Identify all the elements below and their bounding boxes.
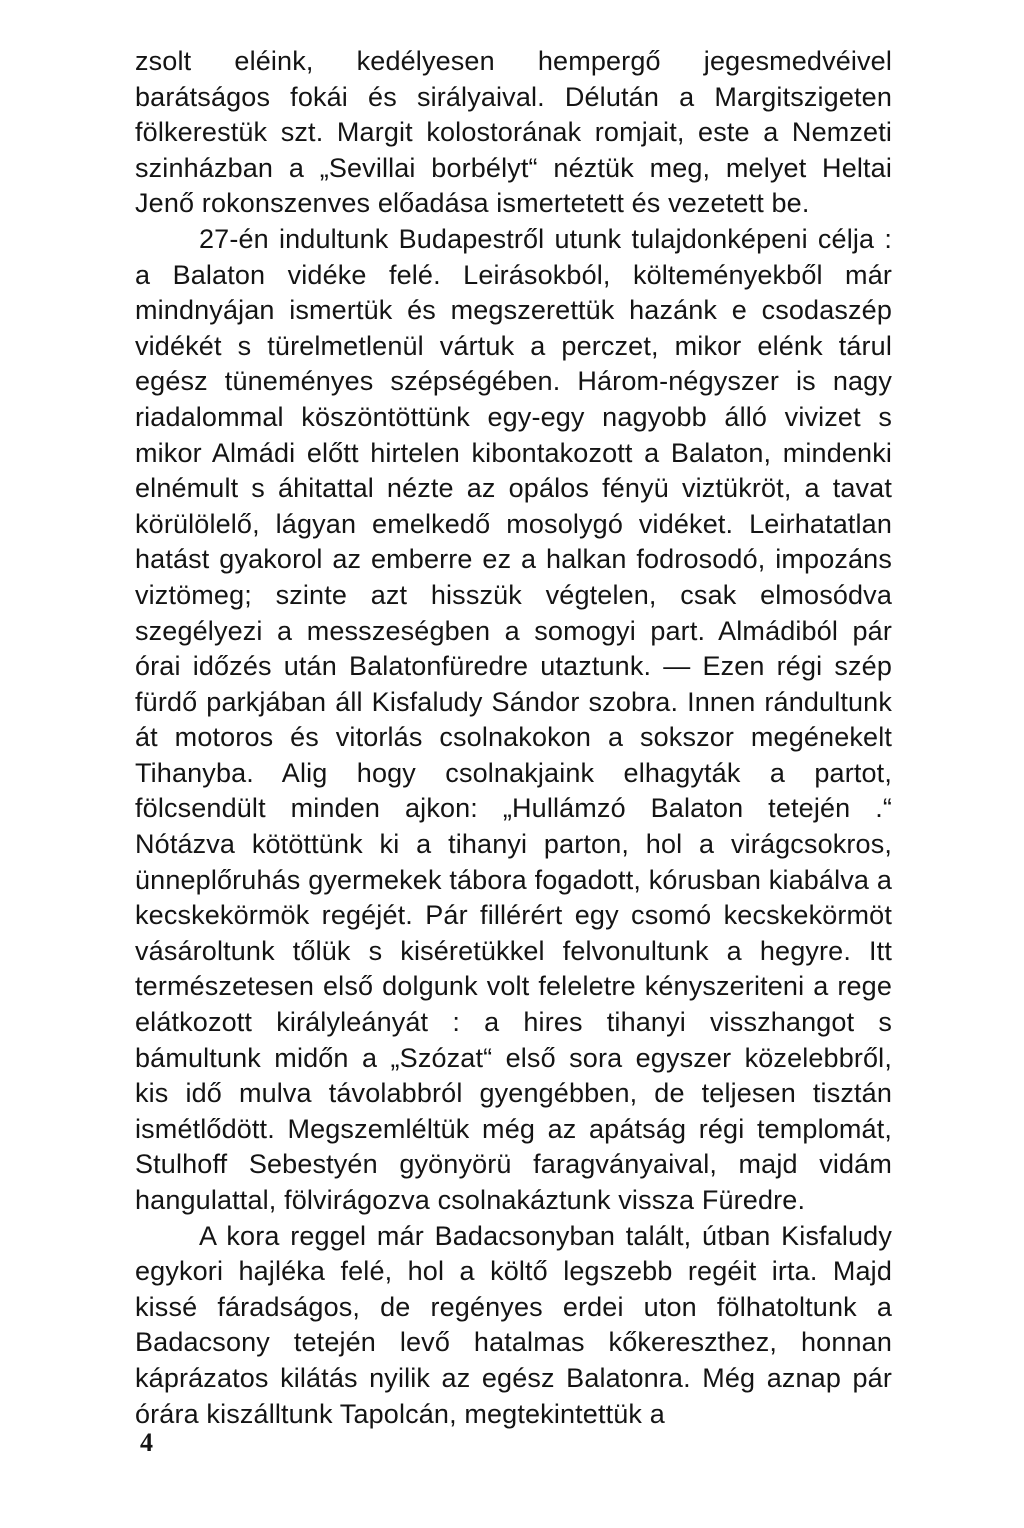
paragraph: A kora reggel már Badacsonyban talált, útban Kisfaludy egykori hajléka felé, hol a költő legszebb regéit irta. Majd kissé fáradságos, de regényes erdei uton fölhatoltunk a Badacsony tetején levő hatalmas kőkereszthez, honnan káprázatos kilátás nyilik az egész Balatonra. Még aznap pár órára kiszálltunk Tapolcán, megtekintettük a: [135, 1220, 892, 1429]
page-body: [135, 44, 892, 1432]
paragraph: 27-én indultunk Budapestről utunk tulajdonképeni célja : a Balaton vidéke felé. Leirásokból, költeményekből már mindnyájan ismertük és megszerettük hazánk e csodaszép vidékét s türelmetlenül vártuk a perczet, mikor elénk tárul egész tüneményes szépségében. Három-négyszer is nagy riadalommal köszöntöttünk egy-egy nagyobb álló vivizet s mikor Almádi előtt hirtelen kibontakozott a Balaton, mindenki elnémult s áhitattal nézte az opálos fényü viztükröt, a tavat körülölelő, lágyan emelkedő mosolygó vidéket. Leirhatatlan hatást gyakorol az emberre ez a halkan fodrosodó, impozáns viztömeg; szinte azt hisszük végtelen, csak elmosódva szegélyezi a messzeségben a somogyi part. Almádiból pár órai időzés után Balatonfüredre utaztunk. — Ezen régi szép fürdő parkjában áll Kisfaludy Sándor szobra. Innen rándultunk át motoros és vitorlás csolnakokon a sokszor megénekelt Tihanyba. Alig hogy csolnakjaink elhagyták a partot, fölcsendült minden ajkon: „Hullámzó Balaton tetején .“ Nótázva kötöttünk ki a tihanyi parton, hol a virágcsokros, ünneplőruhás gyermekek tábora fogadott, kórusban kiabálva a kecskekörmök regéjét. Pár fillérért egy csomó kecskekörmöt vásároltunk tőlük s kiséretükkel felvonultunk a hegyre. Itt természetesen első dolgunk volt feleletre kényszeriteni a rege elátkozott királyleányát : a hires tihanyi visszhangot s bámultunk midőn a „Szózat“ első sora egyszer közelebbről, kis idő mulva távolabbról gyengébben, de teljesen tisztán ismétlődött. Megszemléltük még az apátság régi templomát, Stulhoff Sebestyén gyönyörü faragványaival, majd vidám hangulattal, fölvirágozva csolnakáztunk vissza Füredre.: [135, 223, 892, 1215]
paragraph: zsolt eléink, kedélyesen hempergő jegesmedvéivel barátságos fokái és sirályaival. Délután a Margitszigeten fölkerestük szt. Margit kolostorának romjait, este a Nemzeti szinházban a „Sevillai borbélyt“ néztük meg, melyet Heltai Jenő rokonszenves előadása ismertetett és vezetett be.: [135, 46, 892, 219]
page-number: 4: [140, 1428, 153, 1457]
